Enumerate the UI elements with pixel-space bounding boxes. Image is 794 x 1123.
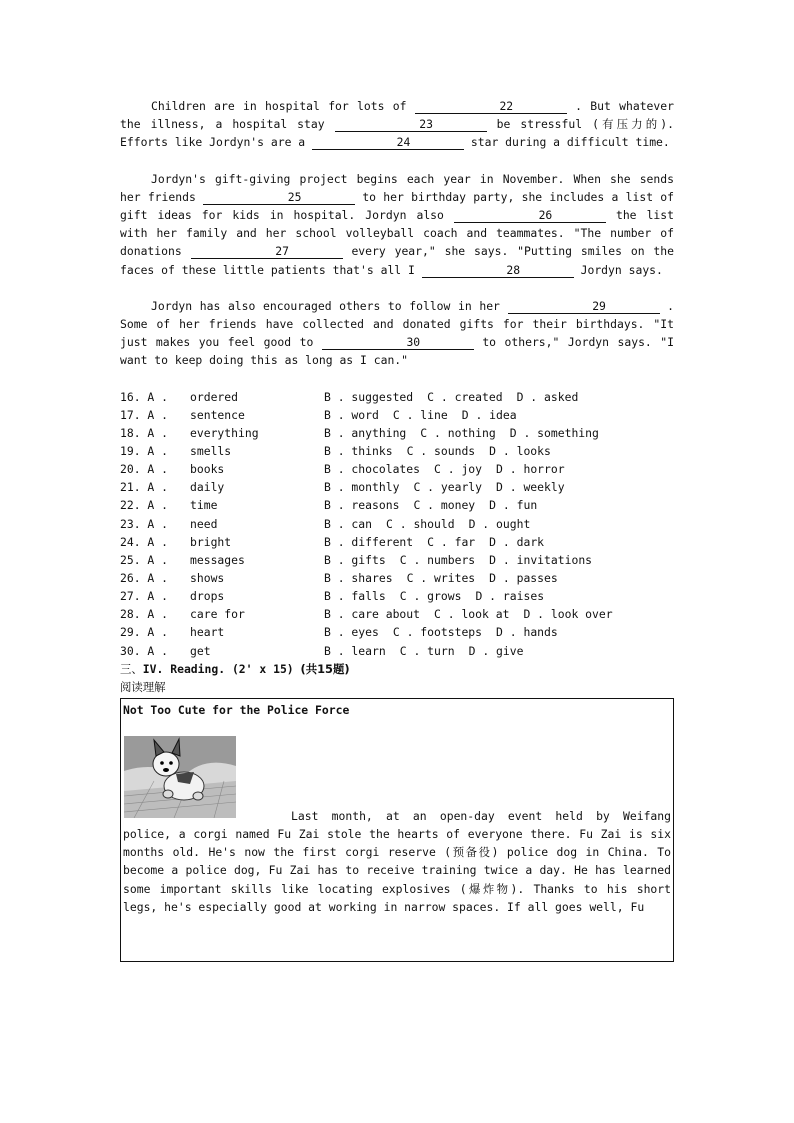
option-choice-c[interactable]: C . joy bbox=[434, 462, 483, 477]
option-row bbox=[120, 533, 674, 551]
option-choice-d[interactable]: D . invitations bbox=[489, 552, 593, 567]
text-run: be stressful (有压力的). Efforts like Jordyn's are a bbox=[120, 117, 674, 150]
section-title: IV. Reading. (2' x 15) bbox=[142, 661, 294, 676]
section-subtitle: 阅读理解 bbox=[120, 679, 166, 694]
option-choice-a[interactable]: drops bbox=[190, 589, 225, 604]
option-choice-d[interactable]: D . passes bbox=[489, 571, 558, 586]
option-choice-c[interactable]: C . grows bbox=[399, 589, 462, 604]
option-number: 19. A . bbox=[120, 444, 169, 459]
option-row bbox=[120, 623, 674, 641]
option-number: 17. A . bbox=[120, 407, 169, 422]
option-choice-b[interactable]: B . can bbox=[324, 516, 373, 531]
blank-number: 25 bbox=[287, 189, 302, 204]
option-row bbox=[120, 605, 674, 623]
passage-paragraph-2 bbox=[120, 170, 674, 279]
option-row bbox=[120, 406, 674, 424]
text-run: star during a difficult time. bbox=[470, 135, 670, 150]
passage-paragraph-1 bbox=[120, 97, 674, 152]
option-choice-b[interactable]: B . anything bbox=[324, 425, 407, 440]
option-choice-a[interactable]: sentence bbox=[190, 407, 245, 422]
option-choice-a[interactable]: messages bbox=[190, 552, 245, 567]
option-row bbox=[120, 460, 674, 478]
option-choice-c[interactable]: C . writes bbox=[406, 571, 476, 586]
text-run: the list with her family and her school volleyball coach and teammates. "The number of donations bbox=[120, 208, 674, 259]
option-number: 25. A . bbox=[120, 552, 169, 567]
option-choice-a[interactable]: everything bbox=[190, 425, 259, 440]
answer-blank-22[interactable] bbox=[415, 99, 567, 114]
option-number: 18. A . bbox=[120, 425, 169, 440]
blank-number: 27 bbox=[275, 244, 289, 259]
option-choice-a[interactable]: books bbox=[190, 462, 225, 477]
section-prefix: 三、 bbox=[120, 661, 143, 676]
option-choice-d[interactable]: D . look over bbox=[523, 607, 613, 622]
option-row bbox=[120, 551, 674, 569]
option-choice-c[interactable]: C . nothing bbox=[420, 425, 496, 440]
worksheet-page bbox=[120, 97, 674, 962]
option-choice-a[interactable]: need bbox=[190, 516, 218, 531]
passage-paragraph-3 bbox=[120, 297, 674, 370]
text-run: . Some of her friends have collected and donated gifts for their birthdays. "It just makes you feel good to bbox=[120, 298, 675, 350]
section-heading bbox=[120, 660, 674, 678]
option-choice-b[interactable]: B . learn bbox=[324, 643, 386, 658]
option-number: 16. A . bbox=[120, 389, 169, 404]
article-box bbox=[120, 698, 674, 962]
article-body: Last month, at an open-day event held by Weifang police, a corgi named Fu Zai stole the hearts of everyone there. Fu Zai is six months old. He's now the first corgi reserve (预备役) police dog in China. To become a police dog, Fu Zai has to receive training twice a day. He has learned some important skills like locating explosives (爆炸物). Thanks to his short legs, he's especially good at working in narrow spaces. If all goes well, Fu bbox=[123, 808, 671, 914]
option-choice-d[interactable]: D . hands bbox=[496, 625, 558, 640]
option-choice-d[interactable]: D . give bbox=[468, 643, 524, 658]
option-choice-a[interactable]: daily bbox=[190, 480, 225, 495]
option-choice-d[interactable]: D . something bbox=[509, 425, 599, 440]
option-number: 28. A . bbox=[120, 607, 169, 622]
text-run: Jordyn says. bbox=[580, 262, 663, 277]
blank-number: 23 bbox=[419, 117, 433, 132]
article-title: Not Too Cute for the Police Force bbox=[123, 702, 350, 717]
option-number: 21. A . bbox=[120, 480, 169, 495]
option-number: 24. A . bbox=[120, 534, 169, 549]
option-choice-d[interactable]: D . dark bbox=[489, 534, 545, 549]
option-choice-a[interactable]: shows bbox=[190, 571, 225, 586]
option-choice-c[interactable]: C . money bbox=[413, 498, 476, 513]
option-choice-d[interactable]: D . ought bbox=[468, 516, 531, 531]
option-choice-b[interactable]: B . monthly bbox=[324, 480, 400, 495]
option-choice-c[interactable]: C . created bbox=[427, 389, 503, 404]
text-run: every year," she says. "Putting smiles on the faces of these little patients that's all I bbox=[120, 244, 675, 277]
answer-blank-29[interactable] bbox=[508, 299, 660, 314]
option-choice-d[interactable]: D . idea bbox=[461, 407, 517, 422]
option-choice-c[interactable]: C . should bbox=[386, 516, 455, 531]
text-run: to others," Jordyn says. "I want to keep doing this as long as I can." bbox=[120, 335, 674, 368]
option-choice-a[interactable]: heart bbox=[190, 625, 225, 640]
option-choice-c[interactable]: C . far bbox=[427, 534, 476, 549]
option-choice-c[interactable]: C . numbers bbox=[399, 552, 476, 567]
option-row bbox=[120, 587, 674, 605]
text-run: Jordyn's gift-giving project begins each year in November. When she sends her friends bbox=[120, 171, 674, 204]
text-run: Jordyn has also encouraged others to follow in her bbox=[151, 298, 500, 313]
article-text bbox=[123, 807, 671, 916]
option-row bbox=[120, 642, 674, 660]
option-number: 23. A . bbox=[120, 516, 169, 531]
option-choice-b[interactable]: B . suggested bbox=[324, 389, 414, 404]
option-choice-c[interactable]: C . yearly bbox=[413, 480, 483, 495]
option-number: 30. A . bbox=[120, 643, 169, 658]
option-choice-c[interactable]: C . look at bbox=[434, 607, 510, 622]
option-choice-b[interactable]: B . eyes bbox=[324, 625, 379, 640]
answer-blank-28[interactable] bbox=[422, 263, 574, 278]
blank-number: 29 bbox=[592, 298, 606, 313]
option-number: 20. A . bbox=[120, 462, 169, 477]
option-choice-b[interactable]: B . chocolates bbox=[324, 462, 421, 477]
option-number: 29. A . bbox=[120, 625, 169, 640]
option-number: 27. A . bbox=[120, 589, 169, 604]
answer-blank-24[interactable] bbox=[312, 135, 464, 150]
option-row bbox=[120, 515, 674, 533]
section-count: (共15题) bbox=[300, 661, 350, 676]
option-choice-c[interactable]: C . footsteps bbox=[392, 625, 483, 640]
option-row bbox=[120, 424, 674, 442]
answer-blank-30[interactable] bbox=[322, 335, 474, 350]
blank-number: 26 bbox=[538, 208, 553, 223]
option-choice-b[interactable]: B . care about bbox=[324, 607, 421, 622]
option-choice-d[interactable]: D . horror bbox=[496, 462, 565, 477]
option-choice-b[interactable]: B . gifts bbox=[324, 552, 386, 567]
option-choice-a[interactable]: smells bbox=[190, 444, 232, 459]
option-choice-a[interactable]: get bbox=[190, 643, 211, 658]
option-choice-b[interactable]: B . shares bbox=[324, 571, 393, 586]
option-choice-c[interactable]: C . turn bbox=[399, 643, 455, 658]
option-choice-b[interactable]: B . reasons bbox=[324, 498, 400, 513]
answer-blank-23[interactable] bbox=[335, 117, 487, 132]
option-choice-a[interactable]: ordered bbox=[190, 389, 239, 404]
text-run: to her birthday party, she includes a list of gift ideas for kids in hospital. Jordyn also bbox=[120, 189, 675, 223]
option-choice-d[interactable]: D . asked bbox=[516, 389, 579, 404]
text-run: Children are in hospital for lots of bbox=[151, 99, 407, 113]
option-number: 22. A . bbox=[120, 498, 169, 513]
text-run: . But whatever the illness, a hospital stay bbox=[120, 99, 674, 132]
option-choice-a[interactable]: time bbox=[190, 498, 218, 513]
option-choice-d[interactable]: D . looks bbox=[489, 444, 551, 459]
option-row bbox=[120, 388, 674, 406]
option-choice-c[interactable]: C . sounds bbox=[406, 444, 476, 459]
blank-number: 22 bbox=[499, 99, 514, 113]
option-row bbox=[120, 569, 674, 587]
option-choice-b[interactable]: B . different bbox=[324, 534, 414, 549]
blank-number: 24 bbox=[396, 135, 411, 150]
answer-blank-25[interactable] bbox=[203, 190, 355, 205]
option-choice-b[interactable]: B . word bbox=[324, 407, 379, 422]
option-number: 26. A . bbox=[120, 571, 169, 586]
option-choice-d[interactable]: D . weekly bbox=[496, 480, 565, 495]
option-choice-a[interactable]: care for bbox=[190, 607, 245, 622]
blank-number: 30 bbox=[406, 335, 421, 350]
option-row bbox=[120, 442, 674, 460]
blank-number: 28 bbox=[506, 262, 521, 277]
corgi-photo bbox=[124, 736, 236, 818]
option-choice-a[interactable]: bright bbox=[190, 534, 232, 549]
option-row bbox=[120, 496, 674, 514]
option-row bbox=[120, 478, 674, 496]
option-choice-d[interactable]: D . raises bbox=[475, 589, 545, 604]
options-list bbox=[120, 388, 674, 660]
option-choice-c[interactable]: C . line bbox=[392, 407, 448, 422]
answer-blank-27[interactable] bbox=[191, 244, 343, 259]
answer-blank-26[interactable] bbox=[454, 208, 606, 223]
option-choice-b[interactable]: B . thinks bbox=[324, 444, 393, 459]
option-choice-d[interactable]: D . fun bbox=[489, 498, 538, 513]
option-choice-b[interactable]: B . falls bbox=[324, 589, 386, 604]
